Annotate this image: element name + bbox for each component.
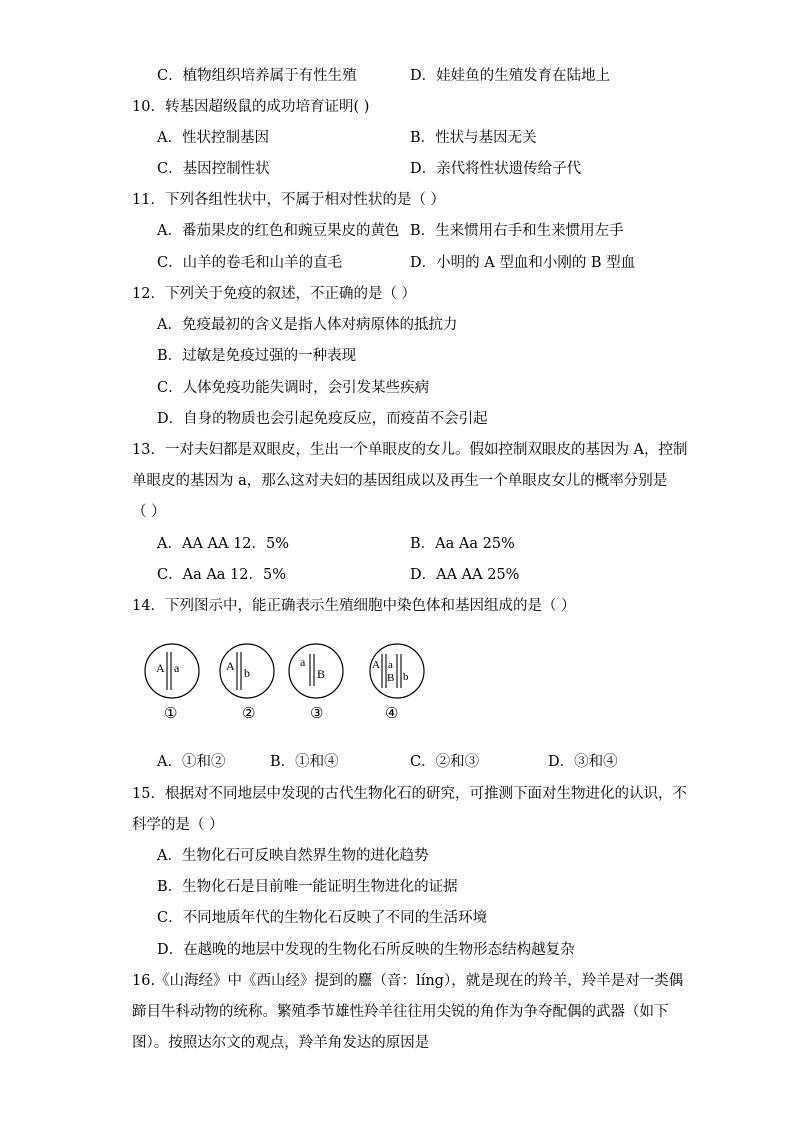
cell-4-gene-a: a	[388, 659, 393, 671]
q13-stem-line1: 13．一对夫妇都是双眼皮，生出一个单眼皮的女儿。假如控制双眼皮的基因为 A，控制	[132, 442, 688, 458]
cell-figure-1	[140, 640, 206, 722]
cell-4-gene-A: A	[372, 659, 380, 671]
q13-stem-line3: （ ）	[132, 504, 166, 520]
cell-figure-3	[284, 640, 350, 722]
q12-stem: 12．下列关于免疫的叙述，不正确的是（ ）	[132, 286, 417, 302]
q14-option-b: B．①和④	[270, 754, 339, 770]
q10-option-d: D．亲代将性状遗传给子代	[410, 161, 582, 177]
q13-option-d: D．AA AA 25%	[410, 567, 520, 583]
q11-stem: 11．下列各组性状中，不属于相对性状的是（ ）	[132, 192, 446, 208]
q12-option-c: C．人体免疫功能失调时，会引发某些疾病	[157, 380, 430, 396]
q15-option-c: C．不同地质年代的生物化石反映了不同的生活环境	[157, 910, 488, 926]
q9-option-d: D．娃娃鱼的生殖发育在陆地上	[410, 68, 611, 84]
q16-stem-line2: 蹄目牛科动物的统称。繁殖季节雄性羚羊往往用尖锐的角作为争夺配偶的武器（如下	[132, 1004, 669, 1020]
cell-1-gene-a: a	[174, 661, 180, 675]
q13-option-b: B．Aa Aa 25%	[410, 536, 515, 552]
q11-option-c: C．山羊的卷毛和山羊的直毛	[157, 255, 343, 271]
cell-4-gene-B: B	[387, 672, 395, 684]
q14-option-d: D．③和④	[548, 754, 618, 770]
q11-option-d: D．小明的 A 型血和小刚的 B 型血	[410, 255, 636, 271]
q11-option-a: A．番茄果皮的红色和豌豆果皮的黄色	[157, 223, 400, 239]
cell-2-gene-A: A	[226, 659, 235, 673]
cell-2-gene-b: b	[244, 666, 250, 680]
q12-option-d: D．自身的物质也会引起免疫反应，而疫苗不会引起	[157, 411, 488, 427]
q10-option-b: B．性状与基因无关	[410, 130, 537, 146]
q14-stem: 14．下列图示中，能正确表示生殖细胞中染色体和基因组成的是（ ）	[132, 598, 576, 614]
q15-option-d: D．在越晚的地层中发现的生物化石所反映的生物形态结构越复杂	[157, 942, 575, 958]
q13-stem-line2: 单眼皮的基因为 a，那么这对夫妇的基因组成以及再生一个单眼皮女儿的概率分别是	[132, 473, 668, 489]
q11-option-b: B．生来惯用右手和生来惯用左手	[410, 223, 624, 239]
q15-option-b: B．生物化石是目前唯一能证明生物进化的证据	[157, 879, 458, 895]
cell-1-number: ①	[164, 706, 178, 722]
cell-4-number: ④	[385, 706, 399, 722]
q10-stem: 10．转基因超级鼠的成功培育证明( )	[132, 99, 370, 115]
q15-option-a: A．生物化石可反映自然界生物的进化趋势	[157, 848, 429, 864]
cell-3-gene-a: a	[300, 655, 306, 669]
q9-option-c: C．植物组织培养属于有性生殖	[157, 68, 357, 84]
cell-4-gene-b: b	[403, 671, 409, 683]
cell-figure-4	[365, 640, 431, 722]
q13-option-a: A．AA AA 12．5%	[157, 536, 290, 552]
q16-stem-line1: 16.《山海经》中《西山经》提到的麢（音：líng），就是现在的羚羊，羚羊是对一类偶	[132, 973, 684, 989]
q10-option-c: C．基因控制性状	[157, 161, 270, 177]
cell-2-number: ②	[242, 706, 256, 722]
q10-option-a: A．性状控制基因	[157, 130, 269, 146]
q15-stem-line2: 科学的是（ ）	[132, 817, 224, 833]
q12-option-b: B．过敏是免疫过强的一种表现	[157, 348, 357, 364]
cell-1-gene-A: A	[156, 661, 165, 675]
q14-option-a: A．①和②	[157, 754, 226, 770]
cell-figure-2	[215, 640, 281, 722]
q16-stem-line3: 图）。按照达尔文的观点，羚羊角发达的原因是	[132, 1035, 430, 1051]
q15-stem-line1: 15．根据对不同地层中发现的古代生物化石的研究，可推测下面对生物进化的认识，不	[132, 786, 687, 802]
cell-3-number: ③	[310, 706, 324, 722]
q13-option-c: C．Aa Aa 12．5%	[157, 567, 286, 583]
q14-option-c: C．②和③	[410, 754, 480, 770]
cell-3-gene-B: B	[317, 667, 326, 681]
q12-option-a: A．免疫最初的含义是指人体对病原体的抵抗力	[157, 317, 458, 333]
